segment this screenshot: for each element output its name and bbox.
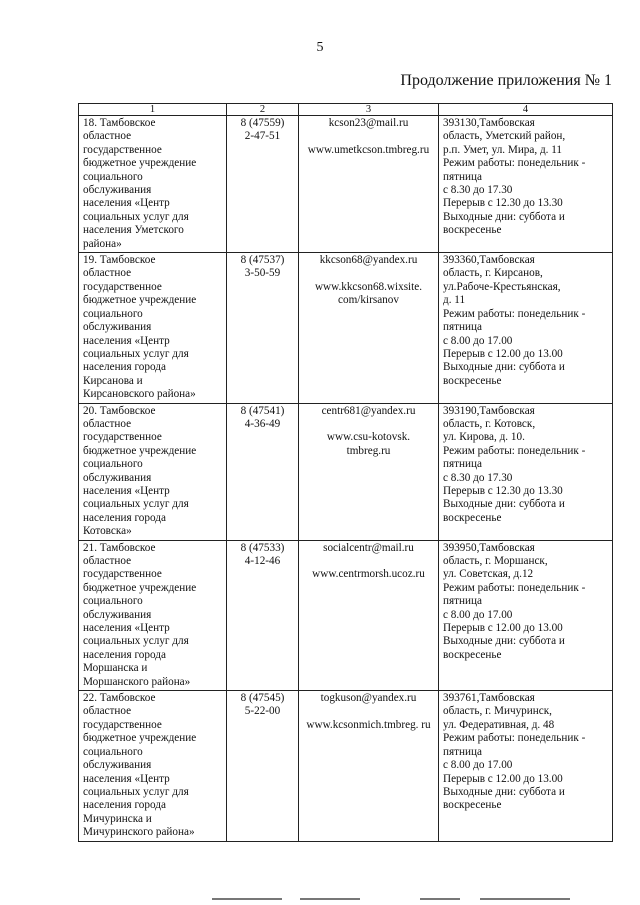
table-header-row: [79, 104, 613, 116]
website-line: com/kirsanov: [338, 294, 399, 307]
organization-name-line: Мичуринска и: [83, 812, 152, 825]
address-schedule-line: с 8.00 до 17.00: [443, 759, 513, 772]
organization-name-line: областное: [83, 705, 132, 718]
organization-name-line: населения «Центр: [83, 197, 170, 210]
organization-name-line: бюджетное учреждение: [83, 444, 197, 457]
email-website-cell: [299, 691, 439, 841]
address-schedule-line: Режим работы: понедельник -: [443, 444, 586, 457]
address-schedule-line: ул. Федеративная, д. 48: [443, 718, 555, 731]
organization-name-line: государственное: [83, 431, 162, 444]
address-schedule-line: Режим работы: понедельник -: [443, 732, 586, 745]
address-schedule-line: Режим работы: понедельник -: [443, 157, 586, 170]
phone-line: 8 (47545): [240, 692, 285, 705]
address-schedule-line: 393950,Тамбовская: [443, 541, 535, 554]
organization-name-line: обслуживания: [83, 184, 152, 197]
organization-name-line: населения Уметского: [83, 224, 184, 237]
organization-name-cell: [79, 691, 227, 841]
organization-name-cell: [79, 403, 227, 540]
address-schedule-line: ул. Кирова, д. 10.: [443, 431, 525, 444]
organization-name-line: Моршанска и: [83, 662, 148, 675]
phone-cell: [227, 540, 299, 690]
address-schedule-line: пятница: [443, 170, 482, 183]
organization-name-line: социального: [83, 745, 143, 758]
website-line: tmbreg.ru: [346, 444, 391, 457]
email-website-cell: [299, 540, 439, 690]
column-header-3: 3: [299, 104, 439, 116]
address-schedule-line: область, г. Кирсанов,: [443, 267, 543, 280]
address-schedule-cell: [439, 116, 613, 253]
address-schedule-line: д. 11: [443, 294, 466, 307]
organization-name-line: населения города: [83, 361, 166, 374]
organization-name-line: обслуживания: [83, 608, 152, 621]
address-schedule-line: воскресенье: [443, 224, 502, 237]
address-schedule-line: ул. Советская, д.12: [443, 568, 534, 581]
organization-name-line: государственное: [83, 568, 162, 581]
address-schedule-cell: [439, 253, 613, 403]
spacer: [303, 418, 434, 431]
organization-name-line: государственное: [83, 280, 162, 293]
phone-cell: [227, 691, 299, 841]
address-schedule-line: воскресенье: [443, 374, 502, 387]
address-schedule-line: область, г. Мичуринск,: [443, 705, 552, 718]
email-line: centr681@yandex.ru: [321, 404, 416, 417]
organization-name-line: социального: [83, 170, 143, 183]
address-schedule-line: область, г. Котовск,: [443, 417, 536, 430]
address-schedule-line: пятница: [443, 595, 482, 608]
organization-name-cell: [79, 116, 227, 253]
address-schedule-line: 393761,Тамбовская: [443, 692, 535, 705]
organization-name-line: областное: [83, 267, 132, 280]
spacer: [303, 267, 434, 280]
address-schedule-cell: [439, 691, 613, 841]
address-schedule-line: пятница: [443, 745, 482, 758]
organization-name-cell: [79, 540, 227, 690]
address-schedule-line: пятница: [443, 321, 482, 334]
address-schedule-line: воскресенье: [443, 648, 502, 661]
table-row: [79, 116, 613, 253]
organization-name-line: социальных услуг для: [83, 635, 189, 648]
organization-name-line: обслуживания: [83, 321, 152, 334]
organization-name-line: 18. Тамбовское: [83, 117, 156, 129]
organization-name-line: Кирсановского района»: [83, 388, 196, 401]
organization-name-line: 19. Тамбовское: [83, 254, 156, 267]
address-schedule-line: Перерыв с 12.00 до 13.00: [443, 622, 563, 635]
scan-edge-artifact: [0, 896, 640, 905]
address-schedule-line: Перерыв с 12.00 до 13.00: [443, 772, 563, 785]
address-schedule-line: Выходные дни: суббота и: [443, 210, 565, 223]
appendix-continuation-heading: Продолжение приложения № 1: [400, 72, 612, 89]
address-schedule-line: Выходные дни: суббота и: [443, 498, 565, 511]
organization-name-line: 21. Тамбовское: [83, 541, 156, 554]
address-schedule-line: воскресенье: [443, 799, 502, 812]
phone-line: 8 (47537): [240, 254, 285, 267]
phone-cell: [227, 403, 299, 540]
organization-name-line: социальных услуг для: [83, 347, 189, 360]
address-schedule-line: с 8.30 до 17.30: [443, 471, 513, 484]
email-website-cell: [299, 253, 439, 403]
organization-name-line: населения «Центр: [83, 334, 170, 347]
address-schedule-line: 393190,Тамбовская: [443, 404, 535, 417]
column-header-4: 4: [439, 104, 613, 116]
organization-name-line: государственное: [83, 718, 162, 731]
column-header-1: 1: [79, 104, 227, 116]
phone-line: 4-36-49: [244, 417, 281, 430]
phone-line: 2-47-51: [244, 130, 281, 143]
organization-name-line: Моршанского района»: [83, 675, 191, 688]
address-schedule-line: область, г. Моршанск,: [443, 555, 548, 567]
email-website-cell: [299, 403, 439, 540]
organization-name-line: государственное: [83, 143, 162, 156]
phone-line: 5-22-00: [244, 705, 281, 718]
email-line: kcson23@mail.ru: [328, 117, 409, 129]
organization-name-cell: [79, 253, 227, 403]
address-schedule-line: с 8.00 до 17.00: [443, 608, 513, 621]
table-body: [79, 116, 613, 842]
table-row: [79, 691, 613, 841]
address-schedule-line: Перерыв с 12.30 до 13.30: [443, 484, 563, 497]
organization-name-line: Котовска»: [83, 525, 132, 538]
email-website-cell: [299, 116, 439, 253]
email-line: kkcson68@yandex.ru: [319, 254, 418, 267]
website-line: www.kkcson68.wixsite.: [314, 280, 423, 293]
organization-name-line: областное: [83, 417, 132, 430]
organization-name-line: населения города: [83, 799, 166, 812]
organization-name-line: социального: [83, 307, 143, 320]
address-schedule-line: Перерыв с 12.00 до 13.00: [443, 347, 563, 360]
address-schedule-line: воскресенье: [443, 511, 502, 524]
spacer: [303, 130, 434, 143]
organization-name-line: 22. Тамбовское: [83, 692, 156, 705]
website-line: www.csu-kotovsk.: [326, 431, 411, 444]
address-schedule-line: Перерыв с 12.30 до 13.30: [443, 197, 563, 210]
page-number: 5: [316, 40, 324, 55]
address-schedule-line: с 8.30 до 17.30: [443, 184, 513, 197]
organization-name-line: обслуживания: [83, 759, 152, 772]
address-schedule-line: Выходные дни: суббота и: [443, 635, 565, 648]
phone-line: 3-50-59: [244, 267, 281, 280]
address-schedule-line: Режим работы: понедельник -: [443, 581, 586, 594]
spacer: [303, 705, 434, 718]
website-line: www.centrmorsh.ucoz.ru: [312, 568, 425, 581]
organization-name-line: бюджетное учреждение: [83, 732, 197, 745]
organization-name-line: областное: [83, 555, 132, 567]
organization-name-line: населения «Центр: [83, 772, 170, 785]
address-schedule-cell: [439, 403, 613, 540]
institutions-table: [78, 103, 613, 842]
organization-name-line: социальных услуг для: [83, 498, 189, 511]
organization-name-line: областное: [83, 130, 132, 143]
organization-name-line: населения города: [83, 648, 166, 661]
email-line: togkuson@yandex.ru: [320, 692, 417, 705]
organization-name-line: социальных услуг для: [83, 785, 189, 798]
address-schedule-line: пятница: [443, 458, 482, 471]
phone-line: 8 (47559): [240, 117, 285, 129]
organization-name-line: бюджетное учреждение: [83, 157, 197, 170]
organization-name-line: населения «Центр: [83, 622, 170, 635]
address-schedule-line: Выходные дни: суббота и: [443, 361, 565, 374]
organization-name-line: района»: [83, 237, 122, 250]
organization-name-line: населения города: [83, 511, 166, 524]
phone-line: 8 (47533): [240, 541, 285, 554]
email-line: socialcentr@mail.ru: [323, 541, 414, 554]
address-schedule-line: с 8.00 до 17.00: [443, 334, 513, 347]
phone-cell: [227, 253, 299, 403]
address-schedule-line: 393130,Тамбовская: [443, 117, 535, 129]
address-schedule-line: область, Уметский район,: [443, 130, 566, 143]
organization-name-line: Кирсанова и: [83, 374, 143, 387]
website-line: www.kcsonmich.tmbreg. ru: [306, 718, 431, 731]
address-schedule-line: ул.Рабоче-Крестьянская,: [443, 280, 561, 293]
phone-line: 4-12-46: [244, 555, 281, 567]
address-schedule-line: Выходные дни: суббота и: [443, 785, 565, 798]
organization-name-line: Мичуринского района»: [83, 826, 195, 839]
website-line: www.umetkcson.tmbreg.ru: [307, 143, 430, 156]
organization-name-line: социальных услуг для: [83, 210, 189, 223]
address-schedule-line: 393360,Тамбовская: [443, 254, 535, 267]
phone-cell: [227, 116, 299, 253]
column-header-2: 2: [227, 104, 299, 116]
address-schedule-cell: [439, 540, 613, 690]
table-row: [79, 540, 613, 690]
address-schedule-line: р.п. Умет, ул. Мира, д. 11: [443, 143, 563, 156]
organization-name-line: 20. Тамбовское: [83, 404, 156, 417]
organization-name-line: обслуживания: [83, 471, 152, 484]
organization-name-line: бюджетное учреждение: [83, 581, 197, 594]
address-schedule-line: Режим работы: понедельник -: [443, 307, 586, 320]
table-row: [79, 253, 613, 403]
organization-name-line: бюджетное учреждение: [83, 294, 197, 307]
organization-name-line: населения «Центр: [83, 484, 170, 497]
table-row: [79, 403, 613, 540]
organization-name-line: социального: [83, 595, 143, 608]
phone-line: 8 (47541): [240, 404, 285, 417]
organization-name-line: социального: [83, 458, 143, 471]
spacer: [303, 555, 434, 568]
